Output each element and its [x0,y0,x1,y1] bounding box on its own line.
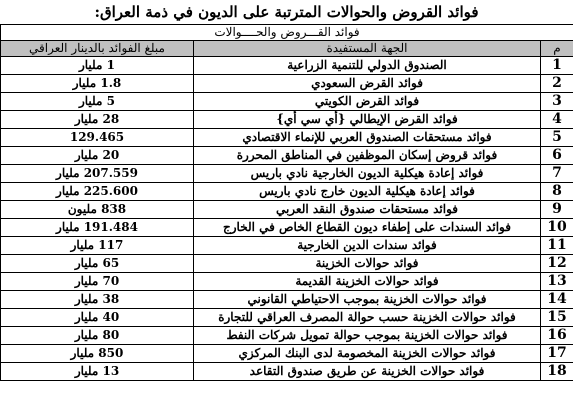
row-number: 13 [541,273,573,291]
header-beneficiary: الجهة المستفيدة [194,41,541,57]
table-row [1,273,573,291]
table-row [1,363,573,381]
beneficiary-cell: فوائد القرض الإيطالي {أي سي أي} [194,111,541,129]
amount-cell: 129.465 [1,129,194,147]
beneficiary-cell: فوائد حوالات الخزينة بموجب الاحتياطي القانوني [194,291,541,309]
beneficiary-cell: فوائد حوالات الخزينة بموجب حوالة تمويل شركات النفط [194,327,541,345]
amount-cell: 13 مليار [1,363,194,381]
table-row [1,219,573,237]
beneficiary-cell: فوائد إعادة هيكلية الديون خارج نادي باريس [194,183,541,201]
amount-cell: 225.600 مليار [1,183,194,201]
beneficiary-cell: فوائد قروض إسكان الموظفين في المناطق المحررة [194,147,541,165]
beneficiary-cell: فوائد إعادة هيكلية الديون الخارجية نادي باريس [194,165,541,183]
row-number: 4 [541,111,573,129]
table-row [1,237,573,255]
beneficiary-cell: فوائد حوالات الخزينة عن طريق صندوق التقاعد [194,363,541,381]
amount-cell: 1.8 مليار [1,75,194,93]
row-number: 8 [541,183,573,201]
row-number: 3 [541,93,573,111]
table-row [1,129,573,147]
table-row [1,111,573,129]
table-row [1,255,573,273]
row-number: 6 [541,147,573,165]
row-number: 17 [541,345,573,363]
row-number: 10 [541,219,573,237]
amount-cell: 838 مليون [1,201,194,219]
table-row [1,327,573,345]
beneficiary-cell: فوائد حوالات الخزينة القديمة [194,273,541,291]
table-row [1,57,573,75]
table-row [1,75,573,93]
beneficiary-cell: فوائد حوالات الخزينة [194,255,541,273]
row-number: 5 [541,129,573,147]
table-row [1,201,573,219]
amount-cell: 1 مليار [1,57,194,75]
table-row [1,165,573,183]
amount-cell: 191.484 مليار [1,219,194,237]
amount-cell: 70 مليار [1,273,194,291]
row-number: 7 [541,165,573,183]
row-number: 12 [541,255,573,273]
row-number: 9 [541,201,573,219]
table-row [1,345,573,363]
table-row [1,93,573,111]
row-number: 14 [541,291,573,309]
row-number: 2 [541,75,573,93]
beneficiary-cell: فوائد مستحقات صندوق النقد العربي [194,201,541,219]
amount-cell: 65 مليار [1,255,194,273]
table-subtitle-row [1,25,573,41]
row-number: 18 [541,363,573,381]
header-amount: مبلغ الفوائد بالدينار العراقي [1,41,194,57]
amount-cell: 28 مليار [1,111,194,129]
amount-cell: 40 مليار [1,309,194,327]
table-header-row [1,41,573,57]
amount-cell: 850 مليار [1,345,194,363]
beneficiary-cell: فوائد مستحقات الصندوق العربي للإنماء الاقتصادي [194,129,541,147]
header-num: م [541,41,573,57]
row-number: 1 [541,57,573,75]
row-number: 11 [541,237,573,255]
beneficiary-cell: فوائد القرض السعودي [194,75,541,93]
beneficiary-cell: الصندوق الدولي للتنمية الزراعية [194,57,541,75]
table-row [1,309,573,327]
table-row [1,183,573,201]
beneficiary-cell: فوائد السندات على إطفاء ديون القطاع الخاص في الخارج [194,219,541,237]
beneficiary-cell: فوائد حوالات الخزينة حسب حوالة المصرف العراقي للتجارة [194,309,541,327]
amount-cell: 20 مليار [1,147,194,165]
table-row [1,291,573,309]
amount-cell: 80 مليار [1,327,194,345]
table-row [1,147,573,165]
beneficiary-cell: فوائد حوالات الخزينة المخصومة لدى البنك المركزي [194,345,541,363]
row-number: 16 [541,327,573,345]
page-title: فوائد القروض والحوالات المترتبة على الديون في ذمة العراق: [94,3,479,21]
interest-table [0,24,573,381]
amount-cell: 207.559 مليار [1,165,194,183]
amount-cell: 117 مليار [1,237,194,255]
beneficiary-cell: فوائد القرض الكويتي [194,93,541,111]
amount-cell: 5 مليار [1,93,194,111]
table-subtitle: فوائد القـــروض والحــــوالات [1,25,573,41]
beneficiary-cell: فوائد سندات الدين الخارجية [194,237,541,255]
row-number: 15 [541,309,573,327]
amount-cell: 38 مليار [1,291,194,309]
